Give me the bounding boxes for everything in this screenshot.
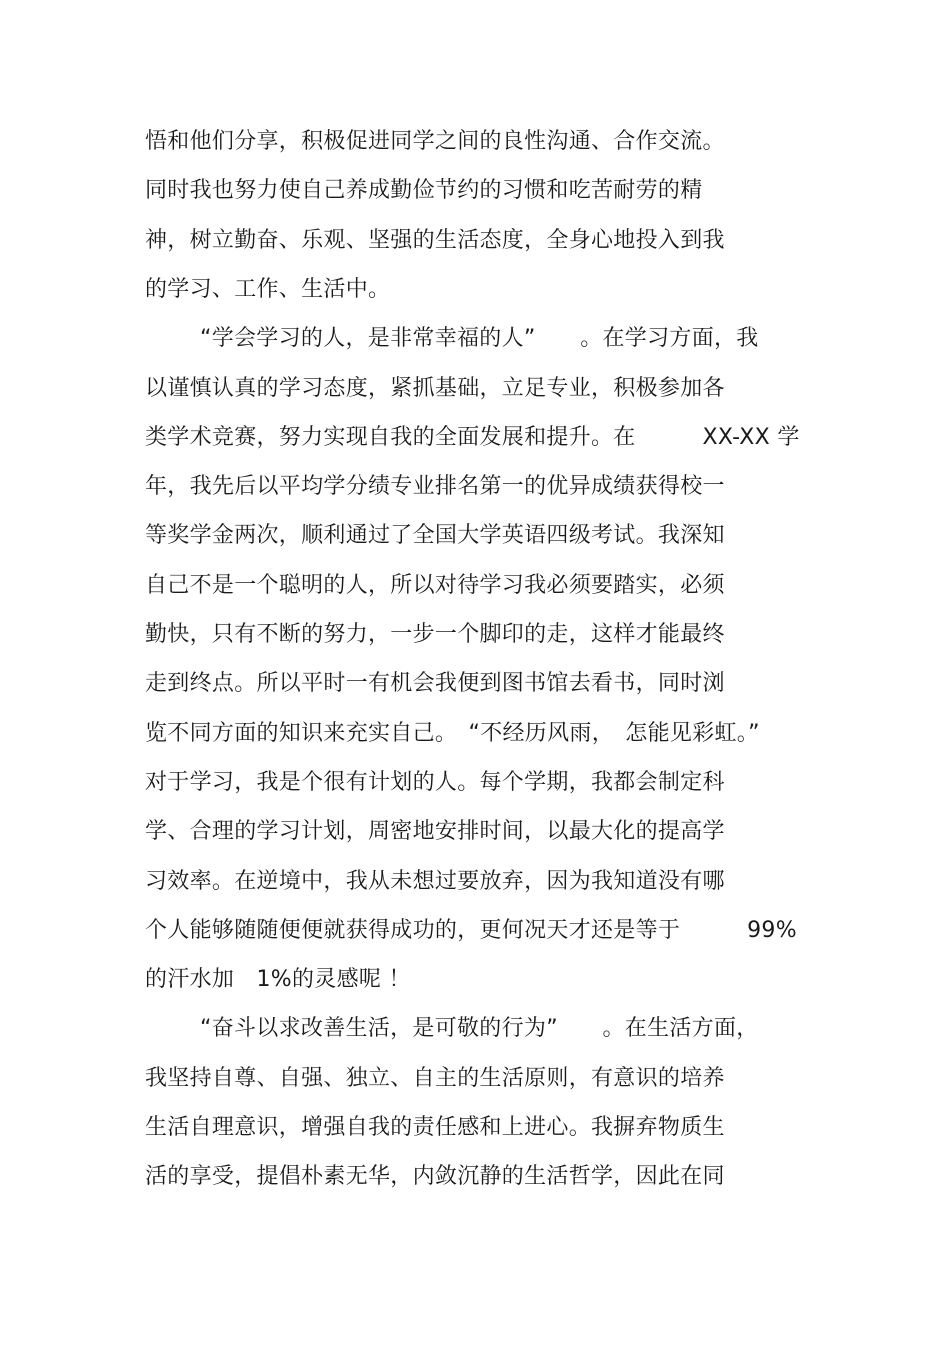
text-line: 我坚持自尊、自强、独立、自主的生活原则，有意识的培养 [145, 1066, 725, 1091]
text-line: “奋斗以求改善生活，是可敬的行为” 。在生活方面， [200, 1016, 759, 1041]
text-line: 的学习、工作、生活中。 [145, 277, 391, 302]
text-line: 勤快，只有不断的努力，一步一个脚印的走，这样才能最终 [145, 622, 725, 647]
text-line: 生活自理意识，增强自我的责任感和上进心。我摒弃物质生 [145, 1115, 725, 1140]
text-line: 等奖学金两次，顺利通过了全国大学英语四级考试。我深知 [145, 523, 725, 548]
text-line: 类学术竞赛，努力实现自我的全面发展和提升。在 XX-XX 学 [145, 425, 800, 450]
text-line: 活的享受，提倡朴素无华，内敛沉静的生活哲学，因此在同 [145, 1164, 725, 1189]
text-line: 同时我也努力使自己养成勤俭节约的习惯和吃苦耐劳的精 [145, 178, 703, 203]
text-line: 走到终点。所以平时一有机会我便到图书馆去看书，同时浏 [145, 671, 725, 696]
text-line: 自己不是一个聪明的人，所以对待学习我必须要踏实，必须 [145, 573, 725, 598]
text-line: 习效率。在逆境中，我从未想过要放弃，因为我知道没有哪 [145, 869, 725, 894]
text-line: 的汗水加 1%的灵感呢 ！ [145, 967, 411, 992]
text-line: 悟和他们分享，积极促进同学之间的良性沟通、合作交流。 [145, 129, 725, 154]
text-line: 学、合理的学习计划，周密地安排时间，以最大化的提高学 [145, 819, 725, 844]
text-line: “学会学习的人，是非常幸福的人” 。在学习方面，我 [200, 326, 759, 351]
text-line: 对于学习，我是个很有计划的人。每个学期，我都会制定科 [145, 770, 725, 795]
text-line: 年，我先后以平均学分绩专业排名第一的优异成绩获得校一 [145, 474, 725, 499]
text-line: 个人能够随随便便就获得成功的，更何况天才还是等于 99% [145, 918, 797, 943]
text-line: 览不同方面的知识来充实自己。 “不经历风雨， 怎能见彩虹。” [145, 721, 760, 746]
text-line: 神，树立勤奋、乐观、坚强的生活态度，全身心地投入到我 [145, 228, 725, 253]
text-line: 以谨慎认真的学习态度，紧抓基础，立足专业，积极参加各 [145, 376, 725, 401]
